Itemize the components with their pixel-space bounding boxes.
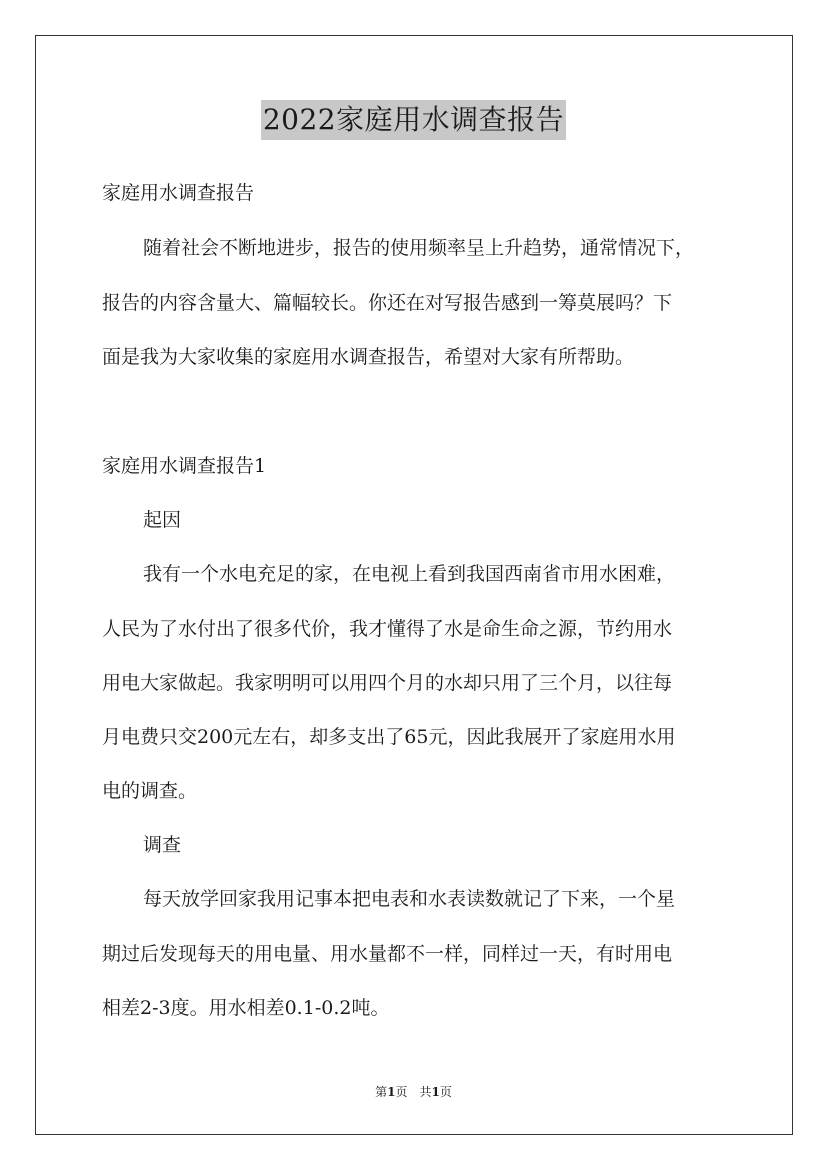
survey-line-3: 相差2-3度。用水相差0.1-0.2吨。 — [102, 997, 390, 1019]
survey-heading: 调查 — [143, 834, 182, 856]
section1-heading: 家庭用水调查报告1 — [102, 455, 267, 477]
survey-line-2: 期过后发现每天的用电量、用水量都不一样，同样过一天，有时用电 — [102, 943, 673, 965]
subtitle: 家庭用水调查报告 — [102, 182, 255, 204]
intro-line-1: 随着社会不断地进步，报告的使用频率呈上升趋势，通常情况下， — [143, 237, 695, 259]
cause-line-2: 人民为了水付出了很多代价，我才懂得了水是命生命之源，节约用水 — [102, 618, 673, 640]
footer-page-prefix: 第 — [375, 1085, 388, 1099]
cause-heading: 起因 — [143, 509, 182, 531]
cause-line-4: 月电费只交200元左右，却多支出了65元，因此我展开了家庭用水用 — [102, 726, 676, 748]
survey-line-1: 每天放学回家我用记事本把电表和水表读数就记了下来，一个星 — [143, 888, 676, 910]
cause-line-1: 我有一个水电充足的家，在电视上看到我国西南省市用水困难， — [143, 563, 676, 585]
intro-line-2: 报告的内容含量大、篇幅较长。你还在对写报告感到一筹莫展吗？下 — [102, 292, 673, 314]
document-title: 2022家庭用水调查报告 — [261, 100, 566, 140]
footer-page-suffix: 页 — [439, 1085, 452, 1099]
cause-line-5: 电的调查。 — [102, 780, 198, 802]
footer-page-total: 1 — [431, 1085, 440, 1099]
cause-line-3: 用电大家做起。我家明明可以用四个月的水却只用了三个月，以往每 — [102, 672, 673, 694]
title-container — [0, 100, 827, 140]
page-footer — [0, 1084, 827, 1100]
intro-line-3: 面是我为大家收集的家庭用水调查报告，希望对大家有所帮助。 — [102, 346, 635, 368]
footer-page-number: 1 — [387, 1085, 396, 1099]
footer-page-mid: 页 共 — [395, 1085, 432, 1099]
